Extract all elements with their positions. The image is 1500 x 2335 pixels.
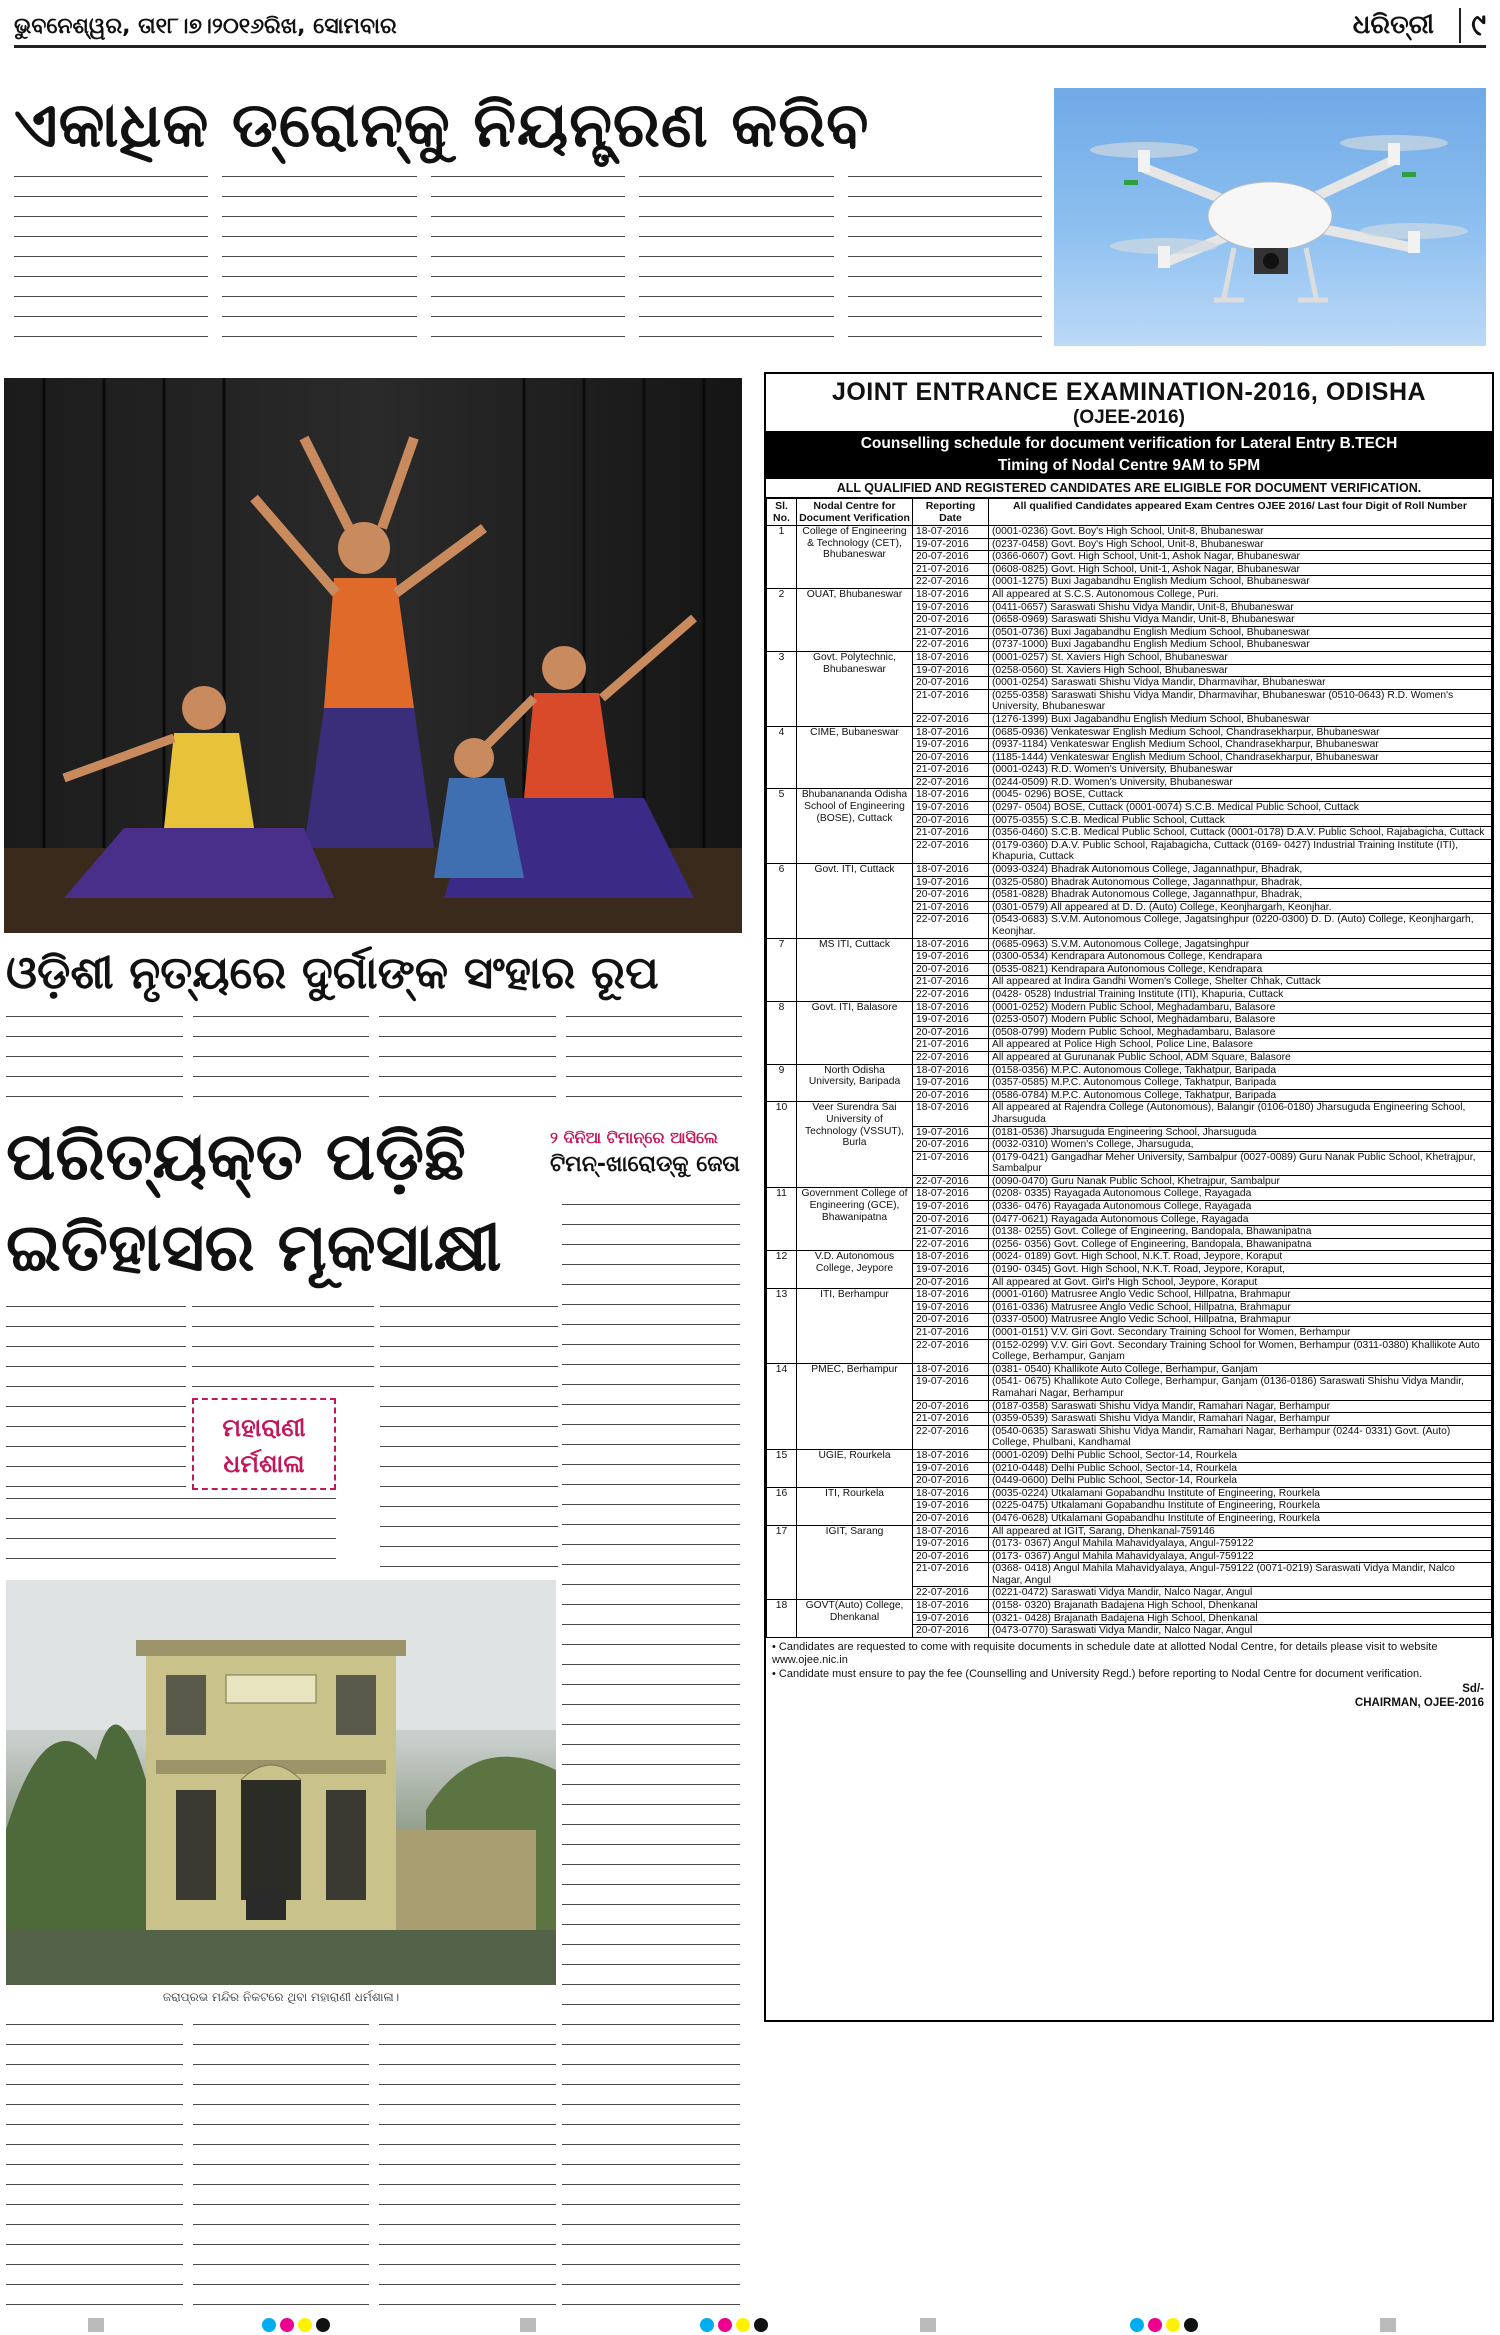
reporting-date: 19-07-2016 [913, 601, 989, 614]
exam-centre-detail: (0685-0963) S.V.M. Autonomous College, Jagatsinghpur [989, 938, 1492, 951]
building-illustration [6, 1580, 556, 1985]
exam-centre-detail: (0152-0299) V.V. Giri Govt. Secondary Training School for Women, Berhampur (0311-0380) Khallikote Auto College, Berhampur, Ganjam [989, 1339, 1492, 1363]
exam-centre-detail: (0255-0358) Saraswati Shishu Vidya Mandir, Dharmavihar, Bhubaneswar (0510-0643) R.D. Women's University, Bhubaneswar [989, 689, 1492, 713]
ojee-advertisement [764, 372, 1494, 2022]
reporting-date: 20-07-2016 [913, 1400, 989, 1413]
drone-column [848, 170, 1042, 345]
reporting-date: 18-07-2016 [913, 1188, 989, 1201]
reporting-date: 20-07-2016 [913, 1139, 989, 1152]
cyan-dot [262, 2318, 276, 2332]
table-header-row [767, 499, 1492, 526]
exam-centre-detail: (0032-0310) Women's College, Jharsuguda, [989, 1139, 1492, 1152]
centre-sl-no: 15 [767, 1449, 797, 1487]
reporting-date: 20-07-2016 [913, 1625, 989, 1638]
exam-centre-detail: All appeared at Rajendra College (Autonomous), Balangir (0106-0180) Jharsuguda Engineering School, Jharsuguda [989, 1102, 1492, 1126]
grey-block [520, 2318, 536, 2332]
exam-centre-detail: (0540-0635) Saraswati Shishu Vidya Mandir, Ramahari Nagar, Berhampur (0244- 0331) Govt. (Auto) College, Phulbani, Kandhamal [989, 1425, 1492, 1449]
table-row [767, 938, 1492, 951]
reporting-date: 22-07-2016 [913, 1587, 989, 1600]
nodal-centre-name: UGIE, Rourkela [797, 1449, 913, 1487]
schedule-line2: Timing of Nodal Centre 9AM to 5PM [997, 457, 1261, 474]
table-row [767, 1487, 1492, 1500]
reporting-date: 19-07-2016 [913, 1612, 989, 1625]
reporting-date: 21-07-2016 [913, 563, 989, 576]
centre-sl-no: 1 [767, 526, 797, 589]
reporting-date: 21-07-2016 [913, 689, 989, 713]
exam-centre-detail: (0093-0324) Bhadrak Autonomous College, Jagannathpur, Bhadrak, [989, 864, 1492, 877]
centre-sl-no: 5 [767, 789, 797, 864]
yellow-dot [298, 2318, 312, 2332]
centre-sl-no: 7 [767, 938, 797, 1001]
dharmashala-photo [6, 1580, 556, 1985]
exam-centre-detail: (0001-0160) Matrusree Anglo Vedic School, Hillpatna, Brahmapur [989, 1289, 1492, 1302]
page-number: ୯ [1459, 8, 1486, 43]
black-dot [754, 2318, 768, 2332]
reporting-date: 22-07-2016 [913, 1238, 989, 1251]
exam-centre-detail: (0179-0421) Gangadhar Meher University, Sambalpur (0027-0089) Guru Nanak Public School, Khetrajpur, Sambalpur [989, 1151, 1492, 1175]
exam-centre-detail: (0356-0460) S.C.B. Medical Public School, Cuttack (0001-0178) D.A.V. Public School, Rajabagicha, Cuttack [989, 827, 1492, 840]
heritage-column [6, 1492, 336, 1574]
nodal-centre-name: ITI, Rourkela [797, 1487, 913, 1525]
nodal-centre-name: North Odisha University, Baripada [797, 1064, 913, 1102]
exam-centre-detail: (0541- 0675) Khallikote Auto College, Berhampur, Ganjam (0136-0186) Saraswati Shishu Vidya Mandir, Ramahari Nagar, Berhampur [989, 1376, 1492, 1400]
reporting-date: 20-07-2016 [913, 677, 989, 690]
table-row [767, 789, 1492, 802]
exam-centre-detail: (0210-0448) Delhi Public School, Sector-14, Rourkela [989, 1462, 1492, 1475]
heritage-column [6, 1300, 186, 1492]
table-row [767, 651, 1492, 664]
reporting-date: 22-07-2016 [913, 914, 989, 938]
magenta-dot [718, 2318, 732, 2332]
heritage-column [380, 1300, 558, 1574]
nodal-centre-name: V.D. Autonomous College, Jeypore [797, 1251, 913, 1289]
reporting-date: 19-07-2016 [913, 1538, 989, 1551]
reporting-date: 21-07-2016 [913, 1151, 989, 1175]
exam-centre-detail: (0473-0770) Saraswati Vidya Mandir, Nalco Nagar, Angul [989, 1625, 1492, 1638]
centre-sl-no: 4 [767, 726, 797, 789]
reporting-date: 22-07-2016 [913, 1051, 989, 1064]
drone-column [14, 170, 208, 345]
table-row [767, 1188, 1492, 1201]
reporting-date: 22-07-2016 [913, 713, 989, 726]
grey-block [1380, 2318, 1396, 2332]
reporting-date: 22-07-2016 [913, 576, 989, 589]
dance-article-body [6, 1010, 742, 1110]
reporting-date: 18-07-2016 [913, 1251, 989, 1264]
exam-centre-detail: (0001-0209) Delhi Public School, Sector-14, Rourkela [989, 1449, 1492, 1462]
reporting-date: 20-07-2016 [913, 814, 989, 827]
ad-title-block [766, 374, 1492, 429]
reporting-date: 19-07-2016 [913, 538, 989, 551]
exam-centre-detail: (0173- 0367) Angul Mahila Mahavidyalaya, Angul-759122 [989, 1538, 1492, 1551]
exam-centre-detail: (0357-0585) M.P.C. Autonomous College, Takhatpur, Baripada [989, 1077, 1492, 1090]
nodal-centre-name: GOVT(Auto) College, Dhenkanal [797, 1600, 913, 1638]
sports-headline: ଟିମନ୍‌-ଖାରୋଡ୍‌କୁ ଜେତା [550, 1152, 740, 1177]
exam-centre-detail: (0208- 0335) Rayagada Autonomous College, Rayagada [989, 1188, 1492, 1201]
exam-centre-detail: (0179-0360) D.A.V. Public School, Rajabagicha, Cuttack (0169- 0427) Industrial Training Institute (ITI), Khapuria, Cuttack [989, 839, 1492, 863]
heritage-column [192, 1300, 374, 1392]
centre-sl-no: 10 [767, 1102, 797, 1188]
centre-sl-no: 11 [767, 1188, 797, 1251]
exam-centre-detail: (0368- 0418) Angul Mahila Mahavidyalaya, Angul-759122 (0071-0219) Saraswati Vidya Mandir, Nalco Nagar, Angul [989, 1563, 1492, 1587]
exam-centre-detail: (0508-0799) Modern Public School, Meghadambaru, Balasore [989, 1026, 1492, 1039]
reporting-date: 20-07-2016 [913, 1213, 989, 1226]
heritage-column [6, 2018, 183, 2318]
reporting-date: 21-07-2016 [913, 901, 989, 914]
exam-centre-detail: (0035-0224) Utkalamani Gopabandhu Institute of Engineering, Rourkela [989, 1487, 1492, 1500]
reporting-date: 20-07-2016 [913, 963, 989, 976]
reporting-date: 20-07-2016 [913, 614, 989, 627]
centre-sl-no: 17 [767, 1525, 797, 1600]
table-row [767, 1289, 1492, 1302]
exam-centre-detail: (0001-0243) R.D. Women's University, Bhubaneswar [989, 764, 1492, 777]
exam-centre-detail: (0001-0151) V.V. Giri Govt. Secondary Training School for Women, Berhampur [989, 1327, 1492, 1340]
exam-centre-detail: (0337-0500) Matrusree Anglo Vedic School, Hillpatna, Brahmapur [989, 1314, 1492, 1327]
exam-centre-detail: All appeared at Indira Gandhi Women's College, Shelter Chhak, Cuttack [989, 976, 1492, 989]
reporting-date: 18-07-2016 [913, 864, 989, 877]
ad-schedule-band [766, 431, 1492, 479]
exam-centre-detail: (0075-0355) S.C.B. Medical Public School, Cuttack [989, 814, 1492, 827]
reporting-date: 18-07-2016 [913, 938, 989, 951]
exam-centre-detail: All appeared at IGIT, Sarang, Dhenkanal-759146 [989, 1525, 1492, 1538]
nodal-centre-name: Veer Surendra Sai University of Technology (VSSUT), Burla [797, 1102, 913, 1188]
reporting-date: 19-07-2016 [913, 951, 989, 964]
exam-centre-detail: (0535-0821) Kendrapara Autonomous College, Kendrapara [989, 963, 1492, 976]
exam-centre-detail: (0024- 0189) Govt. High School, N.K.T. Road, Jeypore, Koraput [989, 1251, 1492, 1264]
ad-signature [766, 1682, 1492, 1710]
table-row [767, 1102, 1492, 1126]
drone-column [431, 170, 625, 345]
exam-centre-detail: (0297- 0504) BOSE, Cuttack (0001-0074) S.C.B. Medical Public School, Cuttack [989, 802, 1492, 815]
exam-centre-detail: (0366-0607) Govt. High School, Unit-1, Ashok Nagar, Bhubaneswar [989, 551, 1492, 564]
reporting-date: 18-07-2016 [913, 1525, 989, 1538]
reporting-date: 18-07-2016 [913, 1449, 989, 1462]
cyan-dot [1130, 2318, 1144, 2332]
reporting-date: 20-07-2016 [913, 1512, 989, 1525]
exam-centre-detail: (0381- 0540) Khallikote Auto College, Berhampur, Ganjam [989, 1363, 1492, 1376]
reporting-date: 21-07-2016 [913, 1039, 989, 1052]
table-row [767, 1600, 1492, 1613]
reporting-date: 19-07-2016 [913, 876, 989, 889]
print-registration-bar [0, 2316, 1500, 2334]
col-header-nodal: Nodal Centre for Document Verification [797, 499, 913, 526]
exam-centre-detail: (0325-0580) Bhadrak Autonomous College, Jagannathpur, Bhadrak, [989, 876, 1492, 889]
reporting-date: 22-07-2016 [913, 1175, 989, 1188]
exam-centre-detail: (0001-0236) Govt. Boy's High School, Unit-8, Bhubaneswar [989, 526, 1492, 539]
black-dot [316, 2318, 330, 2332]
reporting-date: 21-07-2016 [913, 1327, 989, 1340]
exam-centre-detail: (0173- 0367) Angul Mahila Mahavidyalaya, Angul-759122 [989, 1550, 1492, 1563]
exam-centre-detail: (0158- 0320) Brajanath Badajena High School, Dhenkanal [989, 1600, 1492, 1613]
magenta-dot [280, 2318, 294, 2332]
col-header-sl: Sl. No. [767, 499, 797, 526]
sports-article-column [562, 1198, 740, 2314]
nodal-centre-name: Government College of Engineering (GCE), Bhawanipatna [797, 1188, 913, 1251]
exam-centre-detail: All appeared at S.C.S. Autonomous College, Puri. [989, 588, 1492, 601]
schedule-table [766, 498, 1492, 1638]
exam-centre-detail: (0359-0539) Saraswati Shishu Vidya Mandir, Ramahari Nagar, Berhampur [989, 1413, 1492, 1426]
exam-centre-detail: (0001-0254) Saraswati Shishu Vidya Mandir, Dharmavihar, Bhubaneswar [989, 677, 1492, 690]
drone-headline: ଏକାଧିକ ଡ୍ରୋନ୍‌କୁ ନିୟନ୍ତ୍ରଣ କରିବ [14, 88, 870, 161]
exam-centre-detail: (0090-0470) Guru Nanak Public School, Khetrajpur, Sambalpur [989, 1175, 1492, 1188]
grey-block [920, 2318, 936, 2332]
nodal-centre-name: ITI, Berhampur [797, 1289, 913, 1364]
reporting-date: 18-07-2016 [913, 526, 989, 539]
eligibility-note: ALL QUALIFIED AND REGISTERED CANDIDATES ARE ELIGIBLE FOR DOCUMENT VERIFICATION. [766, 479, 1492, 498]
reporting-date: 19-07-2016 [913, 1462, 989, 1475]
exam-centre-detail: (0258-0560) St. Xaviers High School, Bhubaneswar [989, 664, 1492, 677]
reporting-date: 19-07-2016 [913, 664, 989, 677]
exam-centre-detail: (0336- 0476) Rayagada Autonomous College, Rayagada [989, 1201, 1492, 1214]
reporting-date: 21-07-2016 [913, 764, 989, 777]
badge-line2: ଧର୍ମଶାଳା [223, 1449, 305, 1478]
nodal-centre-name: IGIT, Sarang [797, 1525, 913, 1600]
exam-centre-detail: (0411-0657) Saraswati Shishu Vidya Mandir, Unit-8, Bhubaneswar [989, 601, 1492, 614]
yellow-dot [1166, 2318, 1180, 2332]
ad-title: JOINT ENTRANCE EXAMINATION-2016, ODISHA [831, 378, 1427, 406]
reporting-date: 21-07-2016 [913, 827, 989, 840]
reporting-date: 18-07-2016 [913, 1363, 989, 1376]
exam-centre-detail: (0253-0507) Modern Public School, Meghadambaru, Balasore [989, 1014, 1492, 1027]
nodal-centre-name: Govt. Polytechnic, Bhubaneswar [797, 651, 913, 726]
exam-centre-detail: (0321- 0428) Brajanath Badajena High School, Dhenkanal [989, 1612, 1492, 1625]
reporting-date: 18-07-2016 [913, 1102, 989, 1126]
nodal-centre-name: Govt. ITI, Balasore [797, 1001, 913, 1064]
exam-centre-detail: (0737-1000) Buxi Jagabandhu English Medium School, Bhubaneswar [989, 639, 1492, 652]
note2-text: Candidate must ensure to pay the fee (Counselling and University Regd.) before reporting to Nodal Centre for document verification. [778, 1667, 1423, 1680]
signature-chairman: CHAIRMAN, OJEE-2016 [1354, 1696, 1484, 1709]
exam-centre-detail: (0221-0472) Saraswati Vidya Mandir, Nalco Nagar, Angul [989, 1587, 1492, 1600]
drone-illustration [1054, 88, 1486, 346]
reporting-date: 19-07-2016 [913, 1201, 989, 1214]
reporting-date: 21-07-2016 [913, 1563, 989, 1587]
heritage-headline-line2: ଇତିହାସର ମୂକସାକ୍ଷୀ [6, 1209, 502, 1286]
reporting-date: 18-07-2016 [913, 588, 989, 601]
reporting-date: 22-07-2016 [913, 1339, 989, 1363]
reporting-date: 19-07-2016 [913, 1126, 989, 1139]
exam-centre-detail: (0476-0628) Utkalamani Gopabandhu Institute of Engineering, Rourkela [989, 1512, 1492, 1525]
exam-centre-detail: (0158-0356) M.P.C. Autonomous College, Takhatpur, Baripada [989, 1064, 1492, 1077]
exam-centre-detail: (0187-0358) Saraswati Shishu Vidya Mandir, Ramahari Nagar, Berhampur [989, 1400, 1492, 1413]
reporting-date: 18-07-2016 [913, 1289, 989, 1302]
reporting-date: 19-07-2016 [913, 1301, 989, 1314]
exam-centre-detail: (0244-0509) R.D. Women's University, Bhubaneswar [989, 776, 1492, 789]
exam-centre-detail: (0190- 0345) Govt. High School, N.K.T. Road, Jeypore, Koraput, [989, 1264, 1492, 1277]
exam-centre-detail: (0225-0475) Utkalamani Gopabandhu Institute of Engineering, Rourkela [989, 1500, 1492, 1513]
reporting-date: 20-07-2016 [913, 1550, 989, 1563]
exam-centre-detail: (0501-0736) Buxi Jagabandhu English Medium School, Bhubaneswar [989, 626, 1492, 639]
reporting-date: 21-07-2016 [913, 1226, 989, 1239]
exam-centre-detail: (1276-1399) Buxi Jagabandhu English Medium School, Bhubaneswar [989, 713, 1492, 726]
dance-column [566, 1010, 743, 1110]
reporting-date: 18-07-2016 [913, 651, 989, 664]
exam-centre-detail: All appeared at Govt. Girl's High School, Jeypore, Koraput [989, 1276, 1492, 1289]
col-header-date: Reporting Date [913, 499, 989, 526]
centre-sl-no: 2 [767, 588, 797, 651]
reporting-date: 20-07-2016 [913, 551, 989, 564]
centre-sl-no: 6 [767, 864, 797, 939]
reporting-date: 18-07-2016 [913, 789, 989, 802]
page-header [14, 8, 1486, 48]
exam-centre-detail: (0685-0936) Venkateswar English Medium School, Chandrasekharpur, Bhubaneswar [989, 726, 1492, 739]
reporting-date: 18-07-2016 [913, 1064, 989, 1077]
reporting-date: 19-07-2016 [913, 802, 989, 815]
sports-kicker: ୨ ଦିନିଆ ଟିମାନ୍‌ରେ ଆସିଲେ [550, 1128, 718, 1147]
reporting-date: 20-07-2016 [913, 1089, 989, 1102]
exam-centre-detail: (0581-0828) Bhadrak Autonomous College, Jagannathpur, Bhadrak, [989, 889, 1492, 902]
reporting-date: 21-07-2016 [913, 626, 989, 639]
exam-centre-detail: (0300-0534) Kendrapara Autonomous College, Kendrapara [989, 951, 1492, 964]
heritage-headline-line1: ପରିତ୍ୟକ୍ତ ପଡ଼ିଛି [6, 1118, 466, 1195]
reporting-date: 20-07-2016 [913, 1314, 989, 1327]
table-row [767, 726, 1492, 739]
table-row [767, 1363, 1492, 1376]
reporting-date: 22-07-2016 [913, 776, 989, 789]
centre-sl-no: 14 [767, 1363, 797, 1449]
grey-block [88, 2318, 104, 2332]
exam-centre-detail: (0477-0621) Rayagada Autonomous College, Rayagada [989, 1213, 1492, 1226]
reporting-date: 19-07-2016 [913, 1014, 989, 1027]
table-row [767, 1525, 1492, 1538]
exam-centre-detail: (0608-0825) Govt. High School, Unit-1, Ashok Nagar, Bhubaneswar [989, 563, 1492, 576]
table-row [767, 526, 1492, 539]
centre-sl-no: 12 [767, 1251, 797, 1289]
signature-sd: Sd/- [1462, 1682, 1484, 1695]
note1-text: Candidates are requested to come with requisite documents in schedule date at allotted Nodal Centre, for details please visit to website www.ojee.nic.in [772, 1640, 1438, 1666]
ad-note-1: • Candidates are requested to come with requisite documents in schedule date at allotted Nodal Centre, for details please visit to website www.ojee.nic.in [772, 1640, 1438, 1666]
exam-centre-detail: (0937-1184) Venkateswar English Medium School, Chandrasekharpur, Bhubaneswar [989, 739, 1492, 752]
reporting-date: 22-07-2016 [913, 839, 989, 863]
maharani-dharmashala-badge [192, 1398, 336, 1490]
nodal-centre-name: Bhubanananda Odisha School of Engineering (BOSE), Cuttack [797, 789, 913, 864]
odissi-dance-photo [4, 378, 742, 933]
ad-subtitle: (OJEE-2016) [1073, 407, 1185, 428]
exam-centre-detail: (0301-0579) All appeared at D. D. (Auto) College, Keonjhargarh, Keonjhar. [989, 901, 1492, 914]
reporting-date: 19-07-2016 [913, 1376, 989, 1400]
reporting-date: 22-07-2016 [913, 988, 989, 1001]
centre-sl-no: 18 [767, 1600, 797, 1638]
issue-date: ଭୁବନେଶ୍ୱର, ତା୧୮।୭।୨୦୧୬ରିଖ, ସୋମବାର [14, 14, 397, 39]
cyan-dot [700, 2318, 714, 2332]
reporting-date: 20-07-2016 [913, 1276, 989, 1289]
centre-sl-no: 9 [767, 1064, 797, 1102]
exam-centre-detail: (0449-0600) Delhi Public School, Sector-14, Rourkela [989, 1475, 1492, 1488]
reporting-date: 22-07-2016 [913, 639, 989, 652]
table-row [767, 1449, 1492, 1462]
centre-sl-no: 3 [767, 651, 797, 726]
reporting-date: 21-07-2016 [913, 976, 989, 989]
centre-sl-no: 13 [767, 1289, 797, 1364]
ad-notes [766, 1638, 1492, 1681]
dancers-illustration [4, 378, 742, 933]
exam-centre-detail: (0001-0252) Modern Public School, Meghadambaru, Balasore [989, 1001, 1492, 1014]
heritage-column [379, 2018, 556, 2318]
nodal-centre-name: PMEC, Berhampur [797, 1363, 913, 1449]
exam-centre-detail: (0237-0458) Govt. Boy's High School, Unit-8, Bhubaneswar [989, 538, 1492, 551]
table-row [767, 588, 1492, 601]
exam-centre-detail: (0001-1275) Buxi Jagabandhu English Medium School, Bhubaneswar [989, 576, 1492, 589]
reporting-date: 19-07-2016 [913, 739, 989, 752]
reporting-date: 20-07-2016 [913, 889, 989, 902]
exam-centre-detail: (0045- 0296) BOSE, Cuttack [989, 789, 1492, 802]
exam-centre-detail: (0256- 0356) Govt. College of Engineering, Bandopala, Bhawanipatna [989, 1238, 1492, 1251]
black-dot [1184, 2318, 1198, 2332]
yellow-dot [736, 2318, 750, 2332]
schedule-body [767, 526, 1492, 1638]
reporting-date: 21-07-2016 [913, 1413, 989, 1426]
reporting-date: 19-07-2016 [913, 1077, 989, 1090]
reporting-date: 20-07-2016 [913, 751, 989, 764]
reporting-date: 19-07-2016 [913, 1264, 989, 1277]
table-row [767, 1001, 1492, 1014]
ad-note-2: • Candidate must ensure to pay the fee (Counselling and University Regd.) before reporting to Nodal Centre for document verification. [772, 1667, 1423, 1680]
photo-caption: ଜରାପ୍ରଭ ମନ୍ଦିର ନିକଟରେ ଥିବା ମହାରାଣୀ ଧର୍ମଶାଳା। [162, 1990, 400, 2004]
reporting-date: 19-07-2016 [913, 1500, 989, 1513]
reporting-date: 18-07-2016 [913, 1600, 989, 1613]
reporting-date: 22-07-2016 [913, 1425, 989, 1449]
schedule-line1: Counselling schedule for document verification for Lateral Entry B.TECH [860, 435, 1398, 452]
dance-column [193, 1010, 370, 1110]
nodal-centre-name: College of Engineering & Technology (CET), Bhubaneswar [797, 526, 913, 589]
nodal-centre-name: MS ITI, Cuttack [797, 938, 913, 1001]
exam-centre-detail: (0161-0336) Matrusree Anglo Vedic School, Hillpatna, Brahmapur [989, 1301, 1492, 1314]
exam-centre-detail: (0138- 0255) Govt. College of Engineering, Bandopala, Bhawanipatna [989, 1226, 1492, 1239]
reporting-date: 18-07-2016 [913, 1001, 989, 1014]
dance-column [6, 1010, 183, 1110]
magenta-dot [1148, 2318, 1162, 2332]
nodal-centre-name: OUAT, Bhubaneswar [797, 588, 913, 651]
exam-centre-detail: (0181-0536) Jharsuguda Engineering School, Jharsuguda [989, 1126, 1492, 1139]
exam-centre-detail: All appeared at Police High School, Police Line, Balasore [989, 1039, 1492, 1052]
heritage-article-continued [6, 2018, 556, 2318]
nodal-centre-name: CIME, Bubaneswar [797, 726, 913, 789]
exam-centre-detail: (0586-0784) M.P.C. Autonomous College, Takhatpur, Baripada [989, 1089, 1492, 1102]
table-row [767, 1064, 1492, 1077]
exam-centre-detail: (0658-0969) Saraswati Shishu Vidya Mandir, Unit-8, Bhubaneswar [989, 614, 1492, 627]
exam-centre-detail: (0543-0683) S.V.M. Autonomous College, Jagatsinghpur (0220-0300) D. D. (Auto) College, Keonjhargarh, Keonjhar. [989, 914, 1492, 938]
exam-centre-detail: All appeared at Gurunanak Public School, ADM Square, Balasore [989, 1051, 1492, 1064]
col-header-candidates: All qualified Candidates appeared Exam Centres OJEE 2016/ Last four Digit of Roll Number [989, 499, 1492, 526]
exam-centre-detail: (1185-1444) Venkateswar English Medium School, Chandrasekharpur, Bhubaneswar [989, 751, 1492, 764]
table-row [767, 1251, 1492, 1264]
drone-column [222, 170, 416, 345]
centre-sl-no: 16 [767, 1487, 797, 1525]
reporting-date: 20-07-2016 [913, 1475, 989, 1488]
drone-column [639, 170, 833, 345]
table-row [767, 864, 1492, 877]
dance-headline: ଓଡ଼ିଶୀ ନୃତ୍ୟରେ ଦୁର୍ଗାଙ୍କ ସଂହାର ରୂପ [6, 946, 659, 999]
exam-centre-detail: (0001-0257) St. Xaviers High School, Bhubaneswar [989, 651, 1492, 664]
newspaper-logo: ଧରିତ୍ରୀ [1352, 10, 1434, 40]
heritage-column [193, 2018, 370, 2318]
reporting-date: 20-07-2016 [913, 1026, 989, 1039]
exam-centre-detail: (0428- 0528) Industrial Training Institute (ITI), Khapuria, Cuttack [989, 988, 1492, 1001]
drone-article-body [14, 170, 1042, 345]
dance-column [379, 1010, 556, 1110]
drone-photo [1054, 88, 1486, 346]
reporting-date: 18-07-2016 [913, 726, 989, 739]
centre-sl-no: 8 [767, 1001, 797, 1064]
nodal-centre-name: Govt. ITI, Cuttack [797, 864, 913, 939]
reporting-date: 18-07-2016 [913, 1487, 989, 1500]
badge-line1: ମହାରାଣୀ [222, 1413, 306, 1442]
